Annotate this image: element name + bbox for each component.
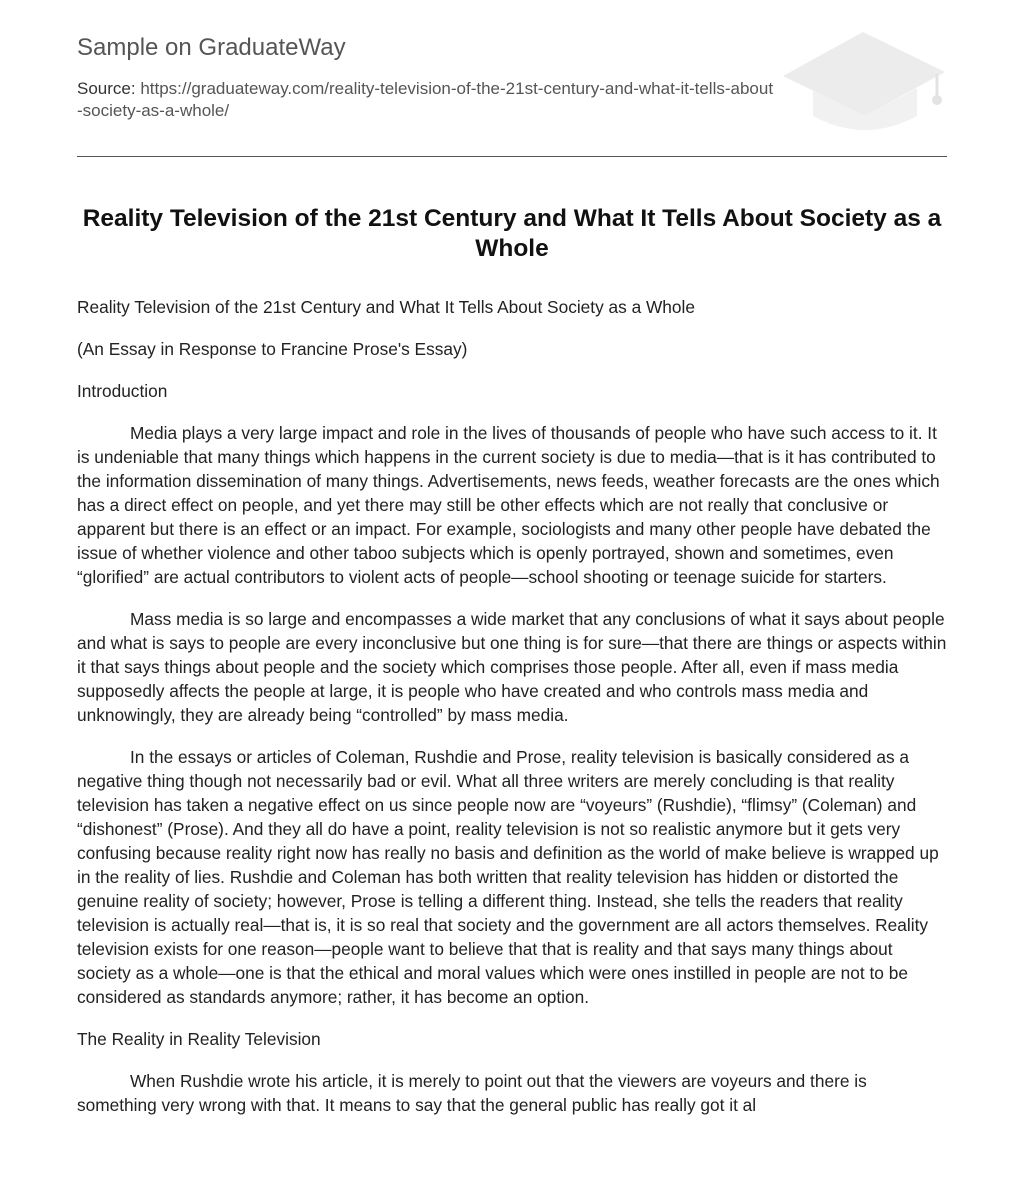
header [77,0,947,157]
graduation-cap-icon [779,28,949,136]
source-link[interactable]: https://graduateway.com/reality-television-of-the-21st-century-and-what-it-tells-about-society-as-a-whole/ [77,79,774,120]
page [77,0,947,1115]
paragraph: Media plays a very large impact and role in the lives of thousands of people who have such access to it. It is undeniable that many things which happens in the current society is due to media—that is it has contributed to the information dissemination of many things. Advertisements, news feeds, weather forecasts are the ones which has a direct effect on people, and yet there may still be other effects which are not really that conclusive or apparent but there is an effect or an impact. For example, sociologists and many other people have debated the issue of whether violence and other taboo subjects which is openly portrayed, shown and sometimes, even “glorified” are actual contributors to violent acts of people—school shooting or teenage suicide for starters. [77,423,940,587]
paragraph: When Rushdie wrote his article, it is merely to point out that the viewers are voyeurs and there is something very wrong with that. It means to say that the general public has really got it al [77,1071,867,1115]
section-heading-introduction: Introduction [77,381,168,401]
paragraph: In the essays or articles of Coleman, Rushdie and Prose, reality television is basically considered as a negative thing though not necessarily bad or evil. What all three writers are merely concluding is that reality television has taken a negative effect on us since people now are “voyeurs” (Rushdie), “flimsy” (Coleman) and “dishonest” (Prose). And they all do have a point, reality television is not so realistic anymore but it gets very confusing because reality right now has really no basis and definition as the world of make believe is wrapped up in the reality of lies. Rushdie and Coleman has both written that reality television has hidden or distorted the genuine reality of society; however, Prose is telling a different thing. Instead, she tells the readers that reality television is actually real—that is, it is so real that society and the government are all actors themselves. Reality television exists for one reason—people want to believe that that is reality and that says many things about society as a whole—one is that the ethical and moral values which were ones instilled in people are not to be considered as standards anymore; rather, it has become an option. [77,747,939,1007]
paragraph: Mass media is so large and encompasses a wide market that any conclusions of what it says about people and what is says to people are every inconclusive but one thing is for sure—that there are things or aspects within it that says things about people and the society which comprises those people. After all, even if mass media supposedly affects the people at large, it is people who have created and who controls mass media and unknowingly, they are already being “controlled” by mass media. [77,609,947,725]
section-heading-reality: The Reality in Reality Television [77,1029,321,1049]
source-label: Source: [77,79,136,98]
paragraph-subtitle: (An Essay in Response to Francine Prose's Essay) [77,339,468,359]
article-body [77,295,947,1135]
source-line [77,78,777,121]
article-title: Reality Television of the 21st Century and What It Tells About Society as a Whole [82,205,942,262]
paragraph-heading: Reality Television of the 21st Century and What It Tells About Society as a Whole [77,297,695,317]
site-name: Sample on GraduateWay [77,34,346,61]
